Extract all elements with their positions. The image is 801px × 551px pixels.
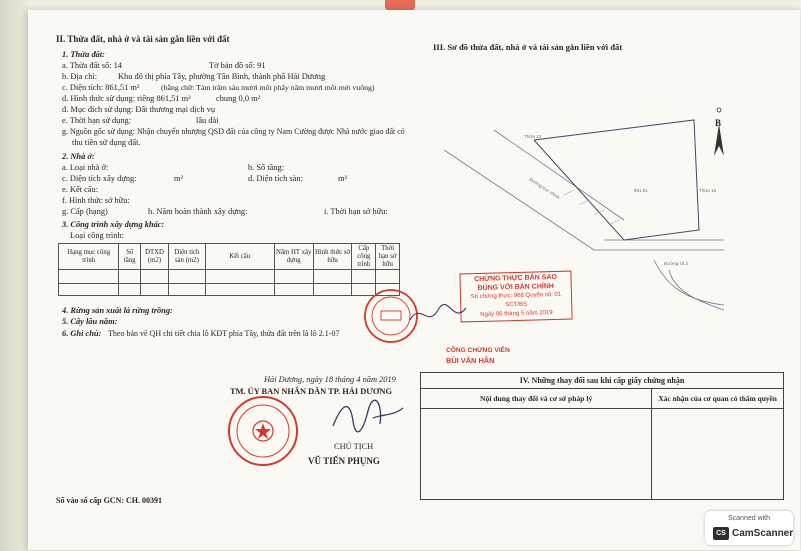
item5: 5. Cây lâu năm: xyxy=(62,317,118,326)
scanner-line1: Scanned with xyxy=(727,515,771,522)
map-label: Thửa 15 xyxy=(699,188,717,193)
map-sheet-number: Tờ bản đồ số: 91 xyxy=(209,61,266,70)
col-header-structure: Kết cấu xyxy=(205,244,274,270)
stamp-line: Số chứng thực: 968 Quyển số: 01 SCT/BS xyxy=(470,291,562,309)
item3-sub: Loại công trình: xyxy=(70,231,124,240)
table-row xyxy=(59,270,400,284)
issue-date: Hải Dương, ngày 18 tháng 4 năm 2019 xyxy=(264,375,396,384)
col-header-floor-area: Diện tích sàn (m2) xyxy=(169,244,206,270)
parcel-number: a. Thửa đất số: 14 xyxy=(62,61,122,70)
chairman-title: CHỦ TỊCH xyxy=(334,442,374,451)
other-structures-table xyxy=(58,243,400,296)
issuing-org: TM. ỦY BAN NHÂN DÂN TP. HẢI DƯƠNG xyxy=(230,387,392,396)
house-grade: g. Cấp (hạng) xyxy=(62,207,108,216)
house-floor-area-unit: m² xyxy=(338,174,348,183)
address-label: b. Địa chỉ: xyxy=(62,72,98,81)
camscanner-logo-icon: CS xyxy=(713,527,729,540)
col-header-ownership: Hình thức sở hữu xyxy=(313,244,352,270)
signature-icon xyxy=(328,396,408,436)
certificate-number: Số vào sổ cấp GCN: CH. 00391 xyxy=(56,496,163,505)
section2-title: II. Thửa đất, nhà ở và tài sản gắn liền với đất xyxy=(56,34,230,44)
address-value: Khu đô thị phía Tây, phường Tân Bình, thành phố Hải Dương xyxy=(118,72,326,81)
usage-purpose: đ. Mục đích sử dụng: Đất thương mại dịch vụ xyxy=(62,105,216,114)
col-header-year: Năm HT xây dựng xyxy=(274,244,313,270)
section4-title: IV. Những thay đổi sau khi cấp giấy chứng nhận xyxy=(421,373,784,389)
section3-title: III. Sơ đồ thửa đất, nhà ở và tài sản gắn liền với đất xyxy=(433,42,623,52)
house-floors: b. Số tầng: xyxy=(248,163,285,172)
house-structure: e. Kết cấu: xyxy=(62,185,99,194)
certified-copy-stamp xyxy=(459,271,572,323)
usage-common: chung 0,0 m² xyxy=(216,94,261,103)
item6-value: Theo bản vẽ QH chi tiết chia lô KĐT phía Tây, thửa đất trên là lô 2.1-07 xyxy=(108,329,340,338)
page-edge-shadow xyxy=(0,0,28,551)
item2-title: 2. Nhà ở: xyxy=(62,152,95,161)
map-label: Đường số 2 xyxy=(664,261,688,266)
origin: g. Nguồn gốc sử dụng: Nhận chuyển nhượng QSD đất của công ty Nam Cường được Nhà nước giao đất có xyxy=(62,127,405,136)
house-year: h. Năm hoàn thành xây dựng: xyxy=(148,207,248,216)
usage-form: d. Hình thức sử dụng: riêng 861,51 m² xyxy=(62,94,191,103)
notary-name: BÙI VĂN HÂN xyxy=(446,356,495,365)
house-term: i. Thời hạn sở hữu: xyxy=(324,207,388,216)
origin-cont: thu tiền sử dụng đất. xyxy=(72,138,141,147)
north-label: B xyxy=(715,118,722,128)
col-header-grade: Cấp công trình xyxy=(352,244,376,270)
map-label: 861.51 xyxy=(634,188,648,193)
item3-title: 3. Công trình xây dựng khác: xyxy=(62,220,165,229)
usage-term-label: e. Thời hạn sử dụng: xyxy=(62,116,132,125)
col-change-content: Nội dung thay đổi và cơ sở pháp lý xyxy=(421,389,652,409)
col-header-term: Thời hạn sở hữu xyxy=(376,244,400,270)
stamp-line: Ngày 06 tháng 5 năm 2019 xyxy=(480,310,553,318)
item4: 4. Rừng sản xuất là rừng trồng: xyxy=(62,306,173,315)
table-row xyxy=(59,284,400,296)
house-type: a. Loại nhà ở: xyxy=(62,163,109,172)
col-authority: Xác nhận của cơ quan có thẩm quyền xyxy=(652,389,784,409)
scanner-line2: CamScanner xyxy=(732,528,794,539)
certificate-page xyxy=(28,10,800,550)
north-arrow-icon xyxy=(708,106,730,164)
table-row xyxy=(421,409,784,500)
house-floor-area: d. Diện tích sàn: xyxy=(248,174,303,183)
item6-label: 6. Ghi chú: xyxy=(62,329,102,338)
notary-signature-icon xyxy=(408,300,468,330)
changes-table xyxy=(420,372,784,500)
item1-title: 1. Thửa đất: xyxy=(62,50,105,59)
house-build-area-unit: m² xyxy=(174,174,184,183)
house-build-area: c. Diện tích xây dựng: xyxy=(62,174,137,183)
map-label: Đường trục chính xyxy=(528,176,561,201)
official-seal-icon xyxy=(226,394,300,468)
chairman-name: VŨ TIẾN PHỤNG xyxy=(308,456,380,466)
usage-term-value: lâu dài xyxy=(196,116,219,125)
stamp-line: ĐÚNG VỚI BẢN CHÍNH xyxy=(477,283,555,293)
col-header-item: Hạng mục công trình xyxy=(59,244,119,270)
camscanner-watermark xyxy=(705,511,793,545)
stamp-line: CHỨNG THỰC BẢN SAO xyxy=(474,273,557,284)
house-ownership: f. Hình thức sở hữu: xyxy=(62,196,130,205)
area: c. Diện tích: 861,51 m² xyxy=(62,83,140,92)
map-label: Thửa 13 xyxy=(524,134,542,139)
area-words: (bằng chữ: Tám trăm sáu mươi mốt phẩy năm mươi mốt mét vuông) xyxy=(161,83,375,92)
notary-title: CÔNG CHỨNG VIÊN xyxy=(446,347,510,354)
col-header-build-area: DTXD (m2) xyxy=(141,244,169,270)
col-header-floors: Số tầng xyxy=(119,244,141,270)
